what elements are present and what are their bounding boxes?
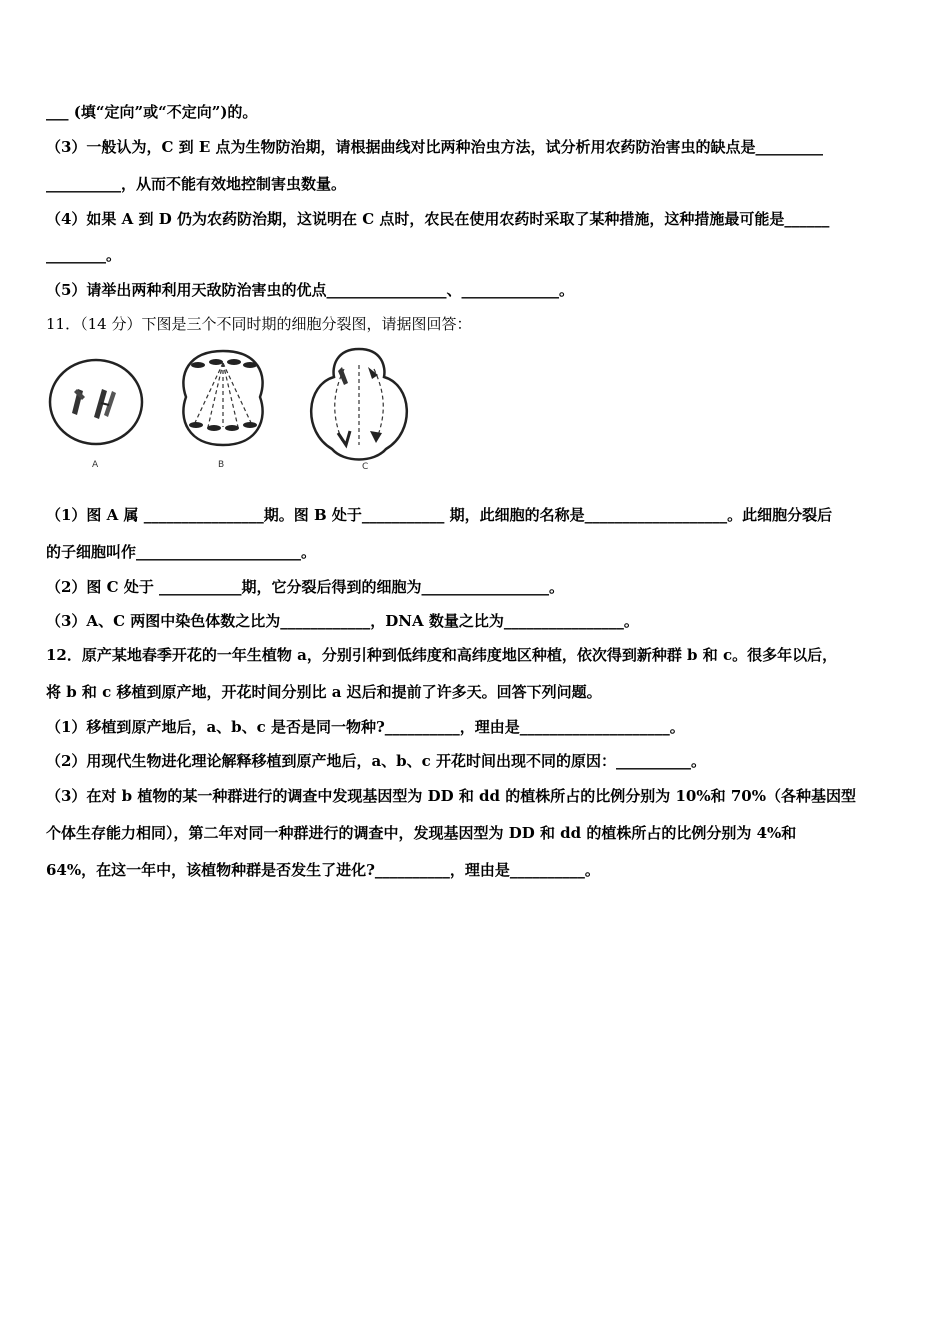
caption-a: A [92,460,99,470]
figure-a [46,345,146,470]
caption-b: B [218,460,225,470]
question-11-heading: 11．（14 分）下图是三个不同时期的细胞分裂图，请据图回答： [46,315,472,333]
figure-c [304,345,419,470]
text-line: 64%，在这一年中，该植物种群是否发生了进化?__________，理由是__________。 [46,861,600,879]
text-line: ________。 [46,246,122,264]
text-line: （3）一般认为，C 到 E 点为生物防治期，请根据曲线对比两种治虫方法，试分析用农药防治害虫的缺点是_________ [46,138,823,156]
caption-c: C [362,462,369,472]
text-line: ___ (填“定向”或“不定向”)的。 [46,103,258,121]
text-line: 将 b 和 c 移植到原产地，开花时间分别比 a 迟后和提前了许多天。回答下列问题。 [46,683,602,701]
text-line: （1）图 A 属 ________________期。图 B 处于___________ 期，此细胞的名称是___________________。此细胞分裂后 [46,506,833,524]
text-line: （2）用现代生物进化理论解释移植到原产地后，a、b、c 开花时间出现不同的原因：__________。 [46,752,707,770]
text-line: （1）移植到原产地后，a、b、c 是否是同一物种?__________，理由是____________________。 [46,718,685,736]
cell-c-drawing [304,345,419,470]
cell-division-figures [46,345,426,480]
text-line: （5）请举出两种利用天敌防治害虫的优点________________、_____________。 [46,281,574,299]
text-line: （3）在对 b 植物的某一种群进行的调查中发现基因型为 DD 和 dd 的植株所占的比例分别为 10%和 70%（各种基因型 [46,787,856,805]
text-line: 的子细胞叫作______________________。 [46,543,317,561]
figure-b [168,345,278,470]
text-line: __________，从而不能有效地控制害虫数量。 [46,175,347,193]
cell-a-drawing [46,345,146,470]
cell-b-drawing [168,345,278,470]
question-12-heading: 12．原产某地春季开花的一年生植物 a，分别引种到低纬度和高纬度地区种植，依次得到新种群 b 和 c。很多年以后， [46,646,838,664]
text-line: 个体生存能力相同），第二年对同一种群进行的调查中，发现基因型为 DD 和 dd 的植株所占的比例分别为 4%和 [46,824,797,842]
text-line: （2）图 C 处于 ___________期，它分裂后得到的细胞为_________________。 [46,578,565,596]
text-line: （4）如果 A 到 D 仍为农药防治期，这说明在 C 点时，农民在使用农药时采取了某种措施，这种措施最可能是______ [46,210,830,228]
text-line: （3）A、C 两图中染色体数之比为____________，DNA 数量之比为________________。 [46,612,639,630]
